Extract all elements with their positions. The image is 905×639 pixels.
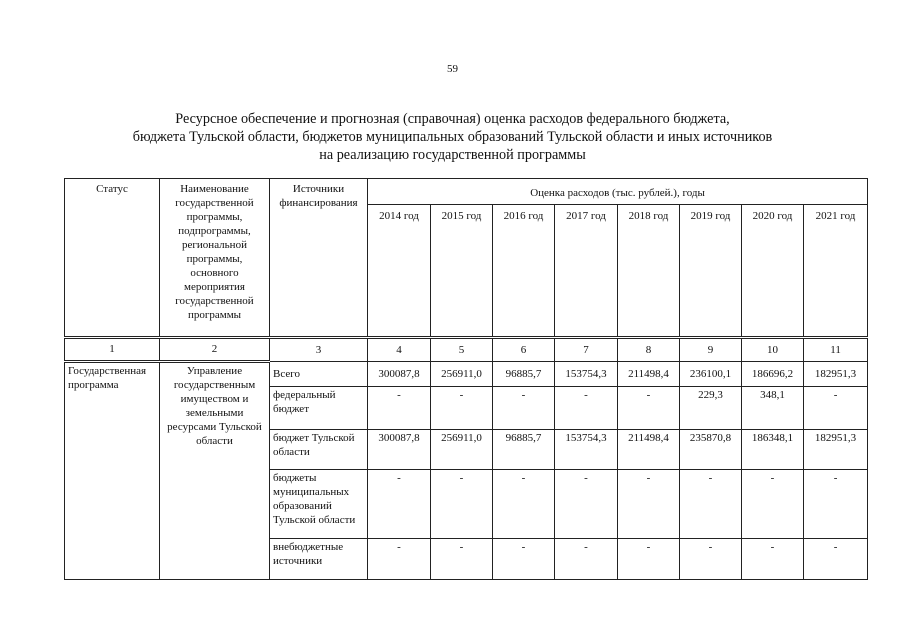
value-cell: -: [368, 386, 431, 430]
value-cell: 186348,1: [742, 430, 804, 470]
header-program-name: Наименование государственной программы, подпрограммы, региональной программы, основного мероприятия государственной программы: [160, 179, 270, 338]
title-line: бюджета Тульской области, бюджетов муниципальных образований Тульской области и иных источников: [132, 129, 773, 145]
column-index: 11: [804, 337, 868, 361]
value-cell: 236100,1: [680, 362, 742, 386]
value-cell: 229,3: [680, 386, 742, 430]
title-line: Ресурсное обеспечение и прогнозная (справочная) оценка расходов федерального бюджета,: [175, 111, 730, 127]
page-number: 59: [447, 63, 458, 75]
value-cell: -: [618, 470, 680, 539]
value-cell: 96885,7: [493, 362, 555, 386]
value-cell: 96885,7: [493, 430, 555, 470]
program-name-cell: Управление государственным имуществом и земельными ресурсами Тульской области: [160, 362, 270, 580]
value-cell: 211498,4: [618, 430, 680, 470]
header-expense-estimate: Оценка расходов (тыс. рублей.), годы: [368, 179, 868, 205]
column-index: 1: [65, 337, 160, 361]
header-year: 2020 год: [742, 205, 804, 337]
value-cell: 182951,3: [804, 362, 868, 386]
funding-source-cell: внебюджетные источники: [270, 539, 368, 580]
value-cell: 153754,3: [555, 362, 618, 386]
funding-source-cell: Всего: [270, 362, 368, 386]
status-cell: Государственная программа: [65, 362, 160, 580]
value-cell: -: [804, 470, 868, 539]
value-cell: 256911,0: [431, 362, 493, 386]
column-index: 3: [270, 337, 368, 361]
value-cell: -: [804, 386, 868, 430]
value-cell: 153754,3: [555, 430, 618, 470]
header-year: 2021 год: [804, 205, 868, 337]
value-cell: -: [431, 386, 493, 430]
value-cell: -: [618, 539, 680, 580]
value-cell: -: [618, 386, 680, 430]
header-status: Статус: [65, 179, 160, 338]
column-index: 10: [742, 337, 804, 361]
value-cell: -: [493, 539, 555, 580]
value-cell: -: [555, 386, 618, 430]
header-funding-source: Источники финансирования: [270, 179, 368, 338]
column-index: 6: [493, 337, 555, 361]
column-index: 2: [160, 337, 270, 361]
value-cell: -: [431, 470, 493, 539]
header-year: 2018 год: [618, 205, 680, 337]
value-cell: -: [431, 539, 493, 580]
value-cell: 235870,8: [680, 430, 742, 470]
value-cell: -: [368, 470, 431, 539]
funding-source-cell: бюджет Тульской области: [270, 430, 368, 470]
column-index: 4: [368, 337, 431, 361]
value-cell: 186696,2: [742, 362, 804, 386]
column-index: 5: [431, 337, 493, 361]
table-row: [65, 362, 868, 386]
value-cell: 256911,0: [431, 430, 493, 470]
value-cell: -: [804, 539, 868, 580]
value-cell: -: [680, 539, 742, 580]
value-cell: -: [680, 470, 742, 539]
value-cell: -: [742, 539, 804, 580]
column-index-row: [65, 337, 868, 361]
value-cell: 182951,3: [804, 430, 868, 470]
document-title: [0, 110, 905, 164]
value-cell: 348,1: [742, 386, 804, 430]
value-cell: -: [742, 470, 804, 539]
funding-source-cell: федеральный бюджет: [270, 386, 368, 430]
column-index: 9: [680, 337, 742, 361]
value-cell: -: [555, 539, 618, 580]
value-cell: -: [555, 470, 618, 539]
header-year: 2017 год: [555, 205, 618, 337]
value-cell: -: [493, 386, 555, 430]
column-index: 8: [618, 337, 680, 361]
header-year: 2019 год: [680, 205, 742, 337]
value-cell: 211498,4: [618, 362, 680, 386]
value-cell: -: [493, 470, 555, 539]
header-year: 2015 год: [431, 205, 493, 337]
column-index: 7: [555, 337, 618, 361]
value-cell: -: [368, 539, 431, 580]
header-year: 2014 год: [368, 205, 431, 337]
header-year: 2016 год: [493, 205, 555, 337]
title-line: на реализацию государственной программы: [319, 147, 586, 163]
value-cell: 300087,8: [368, 362, 431, 386]
funding-source-cell: бюджеты муниципальных образований Тульской области: [270, 470, 368, 539]
budget-table: [64, 178, 868, 580]
value-cell: 300087,8: [368, 430, 431, 470]
